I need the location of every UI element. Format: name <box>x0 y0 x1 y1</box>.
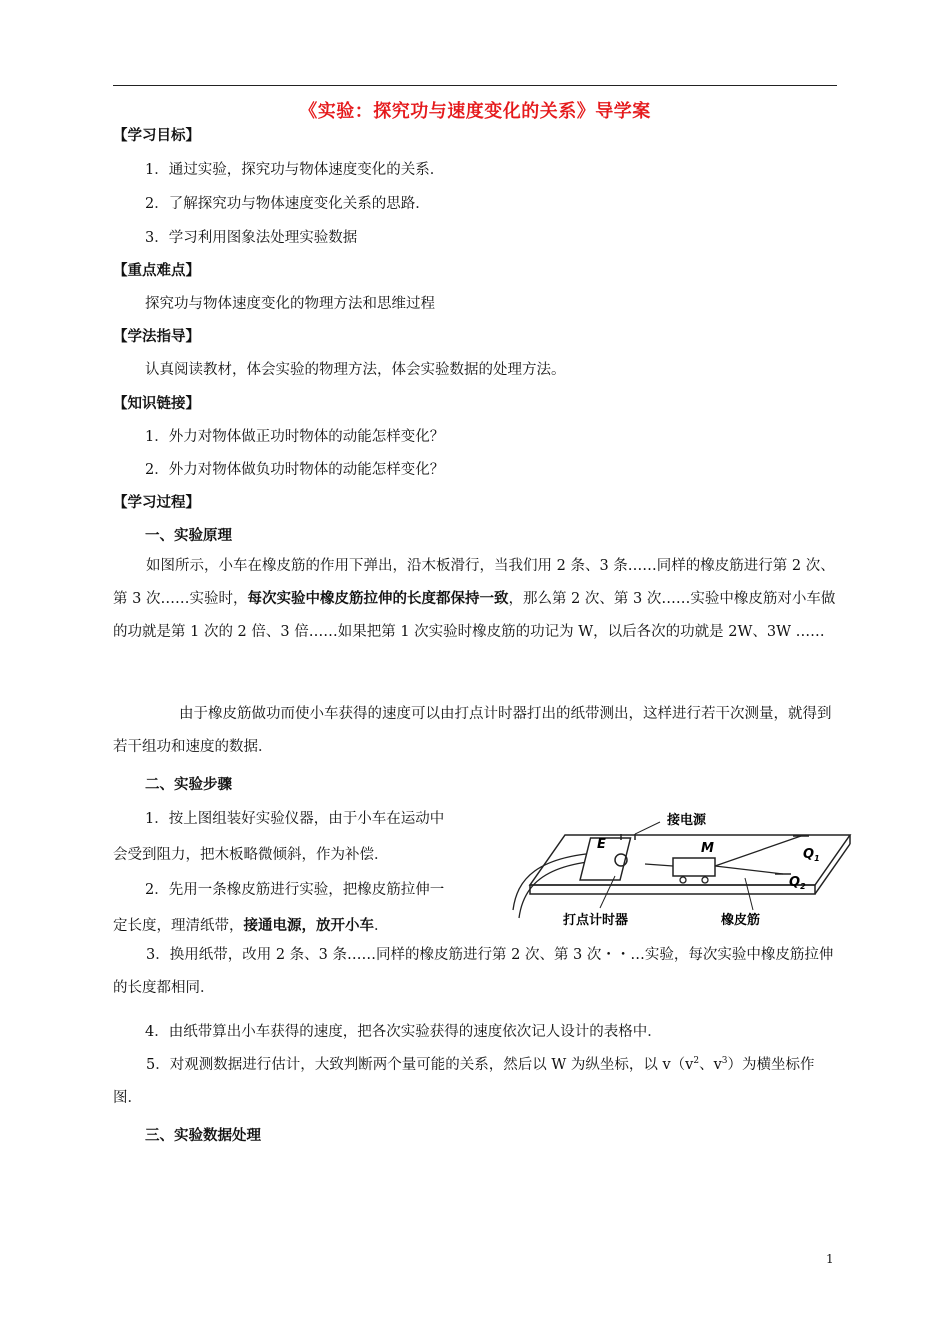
goal-item: 2．了解探究功与物体速度变化关系的思路． <box>145 196 430 212</box>
difficulty-text: 探究功与物体速度变化的物理方法和思维过程 <box>145 296 435 312</box>
tape-to-car <box>645 864 673 866</box>
knowledge-item: 2．外力对物体做负功时物体的动能怎样变化？ <box>145 462 445 478</box>
method-text: 认真阅读教材，体会实验的物理方法，体会实验数据的处理方法。 <box>145 362 566 378</box>
process-heading: 【学习过程】 <box>113 495 200 511</box>
experiment-diagram <box>505 800 855 935</box>
data-processing-title: 三、实验数据处理 <box>145 1128 261 1144</box>
power-leader <box>635 822 660 834</box>
principle-text-bold: 每次实验中橡皮筋拉伸的长度都保持一致 <box>247 591 509 607</box>
board-side <box>815 844 850 894</box>
label-q2-letter: Q <box>789 875 801 890</box>
rubber-band <box>715 836 801 866</box>
step-2-line-2 <box>113 914 389 935</box>
steps-title: 二、实验步骤 <box>145 777 232 793</box>
label-q2-sub: 2 <box>800 882 806 891</box>
page-number: 1 <box>826 1252 834 1266</box>
top-rule <box>113 85 837 86</box>
label-q1-letter: Q <box>803 847 815 862</box>
car-wheel <box>680 877 686 883</box>
method-heading: 【学法指导】 <box>113 329 200 345</box>
step-5-text-a: 5．对观测数据进行估计，大致判断两个量可能的关系，然后以 W 为纵坐标，以 v（v <box>146 1056 694 1073</box>
principle-text-b: ，那么第 2 次、第 3 次……实验中橡皮筋对小车做的功就是第 1 次的 2 倍、3 倍……如果把第 1 次实验时橡皮筋的功记为 W，以后各次的功就是 2W、3W …… <box>113 591 836 640</box>
label-power: 接电源 <box>667 813 707 828</box>
car-body <box>673 858 715 876</box>
step-2-text-bold: 接通电源，放开小车 <box>243 918 374 934</box>
step-4: 4．由纸带算出小车获得的速度，把各次实验获得的速度依次记人设计的表格中． <box>145 1024 662 1040</box>
step-2-line-1: 2．先用一条橡皮筋进行实验，把橡皮筋拉伸一 <box>145 882 445 898</box>
step-1-line-2: 会受到阻力，把木板略微倾斜，作为补偿． <box>113 847 389 863</box>
timer-leader <box>600 876 615 908</box>
step-5-text-b: ）为横坐标作图． <box>113 1056 815 1106</box>
step-2-text-a: 定长度，理清纸带， <box>113 918 244 934</box>
difficulty-heading: 【重点难点】 <box>113 263 200 279</box>
step-5-sup-2: 3 <box>721 1056 728 1066</box>
knowledge-heading: 【知识链接】 <box>113 396 200 412</box>
principle-text-a: 如图所示，小车在橡皮筋的作用下弹出，沿木板滑行，当我们用 2 条、3 条……同样的橡皮筋进行第 2 次、第 3 次……实验时， <box>113 558 835 607</box>
step-3: 3．换用纸带，改用 2 条、3 条……同样的橡皮筋进行第 2 次、第 3 次・・…实验，每次实验中橡皮筋拉伸的长度都相同． <box>113 947 834 996</box>
label-m: M <box>701 841 714 856</box>
car-wheel <box>702 877 708 883</box>
label-timer: 打点计时器 <box>563 913 629 928</box>
board-front <box>530 885 815 894</box>
goal-item: 3．学习利用图象法处理实验数据 <box>145 230 358 246</box>
label-q1-sub: 1 <box>814 854 820 863</box>
label-e: E <box>597 837 606 852</box>
principle-title: 一、实验原理 <box>145 528 232 544</box>
rubber-band <box>715 866 783 874</box>
principle-paragraph-2: 由于橡皮筋做功而使小车获得的速度可以由打点计时器打出的纸带测出，这样进行若干次测量，就得到若干组功和速度的数据． <box>113 706 832 755</box>
page-title: 《实验：探究功与速度变化的关系》导学案 <box>299 101 651 122</box>
step-5 <box>113 1045 837 1115</box>
step-5-sup-1: 2 <box>693 1056 700 1066</box>
label-q1 <box>803 847 820 863</box>
step-5-text-mid: 、v <box>699 1056 722 1073</box>
principle-paragraph-1 <box>113 550 837 649</box>
step-1-line-1: 1．按上图组装好实验仪器，由于小车在运动中 <box>145 811 445 827</box>
label-band: 橡皮筋 <box>721 913 761 928</box>
goals-heading: 【学习目标】 <box>113 128 200 144</box>
goal-item: 1．通过实验，探究功与物体速度变化的关系． <box>145 162 445 178</box>
step-2-text-b: ． <box>374 918 389 934</box>
knowledge-item: 1．外力对物体做正功时物体的动能怎样变化？ <box>145 429 445 445</box>
label-q2 <box>789 875 806 891</box>
